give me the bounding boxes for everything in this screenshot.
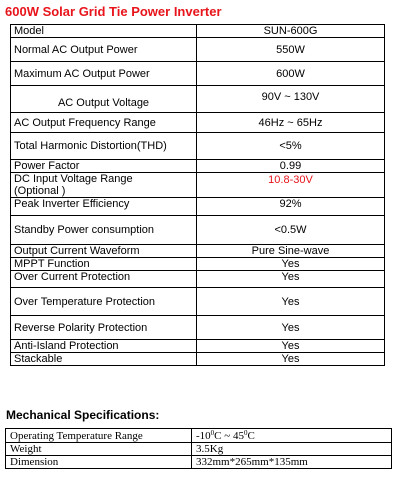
table-row: [6, 429, 392, 443]
spec-value-ac-output-voltage: 90V ~ 130V: [197, 86, 385, 113]
spec-value-dc-input-voltage-range: 10.8-30V: [197, 173, 385, 198]
spec-value-anti-island-protection: Yes: [197, 340, 385, 353]
temp-unit: C: [247, 429, 255, 442]
table-row: [11, 160, 385, 173]
spec-label-reverse-polarity-protection: Reverse Polarity Protection: [11, 316, 197, 340]
spec-label-normal-ac-output-power: Normal AC Output Power: [11, 38, 197, 62]
spec-label-mppt-function: MPPT Function: [11, 258, 197, 271]
spec-value-power-factor: 0.99: [197, 160, 385, 173]
mech-value-operating-temperature-range: [192, 429, 392, 443]
table-row: [11, 62, 385, 86]
spec-label-over-temperature-protection: Over Temperature Protection: [11, 288, 197, 316]
spec-label-maximum-ac-output-power: Maximum AC Output Power: [11, 62, 197, 86]
spec-label-model: Model: [11, 25, 197, 38]
mech-label-dimension: Dimension: [6, 456, 192, 469]
spec-label-power-factor: Power Factor: [11, 160, 197, 173]
spec-label-anti-island-protection: Anti-Island Protection: [11, 340, 197, 353]
mech-value-weight: 3.5Kg: [192, 443, 392, 456]
table-row: [11, 353, 385, 366]
spec-value-standby-power-consumption: <0.5W: [197, 216, 385, 245]
spec-table: [10, 24, 385, 366]
spec-label-stackable: Stackable: [11, 353, 197, 366]
degree-mark: 0: [210, 428, 215, 437]
page-title: 600W Solar Grid Tie Power Inverter: [5, 4, 222, 19]
table-row: [11, 258, 385, 271]
table-row: [11, 245, 385, 258]
table-row: [11, 25, 385, 38]
spec-value-normal-ac-output-power: 550W: [197, 38, 385, 62]
table-row: [11, 198, 385, 216]
spec-value-mppt-function: Yes: [197, 258, 385, 271]
spec-label-ac-output-voltage: AC Output Voltage: [11, 86, 197, 113]
spec-label-standby-power-consumption: Standby Power consumption: [11, 216, 197, 245]
table-row: [11, 216, 385, 245]
table-row: [6, 443, 392, 456]
spec-label-dc-input-voltage-range: [11, 173, 197, 198]
table-row: [11, 271, 385, 288]
spec-label-dc-input-voltage-range-line2: (Optional ): [14, 185, 66, 197]
spec-value-stackable: Yes: [197, 353, 385, 366]
spec-value-over-temperature-protection: Yes: [197, 288, 385, 316]
table-row: [11, 173, 385, 198]
mech-label-operating-temperature-range: Operating Temperature Range: [6, 429, 192, 443]
spec-value-total-harmonic-distortion: <5%: [197, 133, 385, 160]
spec-value-output-current-waveform: Pure Sine-wave: [197, 245, 385, 258]
spec-label-dc-input-voltage-range-line1: DC Input Voltage Range: [14, 173, 133, 185]
spec-value-over-current-protection: Yes: [197, 271, 385, 288]
table-row: [11, 316, 385, 340]
spec-label-total-harmonic-distortion: Total Harmonic Distortion(THD): [11, 133, 197, 160]
spec-label-output-current-waveform: Output Current Waveform: [11, 245, 197, 258]
spec-label-over-current-protection: Over Current Protection: [11, 271, 197, 288]
table-row: [11, 288, 385, 316]
spec-label-peak-inverter-efficiency: Peak Inverter Efficiency: [11, 198, 197, 216]
table-row: [11, 113, 385, 133]
table-row: [11, 86, 385, 113]
mechanical-table: [5, 428, 392, 469]
spec-value-ac-output-frequency-range: 46Hz ~ 65Hz: [197, 113, 385, 133]
spec-label-ac-output-frequency-range: AC Output Frequency Range: [11, 113, 197, 133]
spec-value-peak-inverter-efficiency: 92%: [197, 198, 385, 216]
spec-value-maximum-ac-output-power: 600W: [197, 62, 385, 86]
mech-label-weight: Weight: [6, 443, 192, 456]
table-row: [11, 38, 385, 62]
mechanical-specifications-title: Mechanical Specifications:: [6, 408, 160, 422]
spec-value-model: SUN-600G: [197, 25, 385, 38]
table-row: [11, 133, 385, 160]
table-row: [11, 340, 385, 353]
mech-value-dimension: 332mm*265mm*135mm: [192, 456, 392, 469]
degree-mark: 0: [243, 428, 248, 437]
temp-min: -10: [196, 429, 211, 442]
spec-value-reverse-polarity-protection: Yes: [197, 316, 385, 340]
table-row: [6, 456, 392, 469]
temp-mid: C ~ 45: [214, 429, 244, 442]
